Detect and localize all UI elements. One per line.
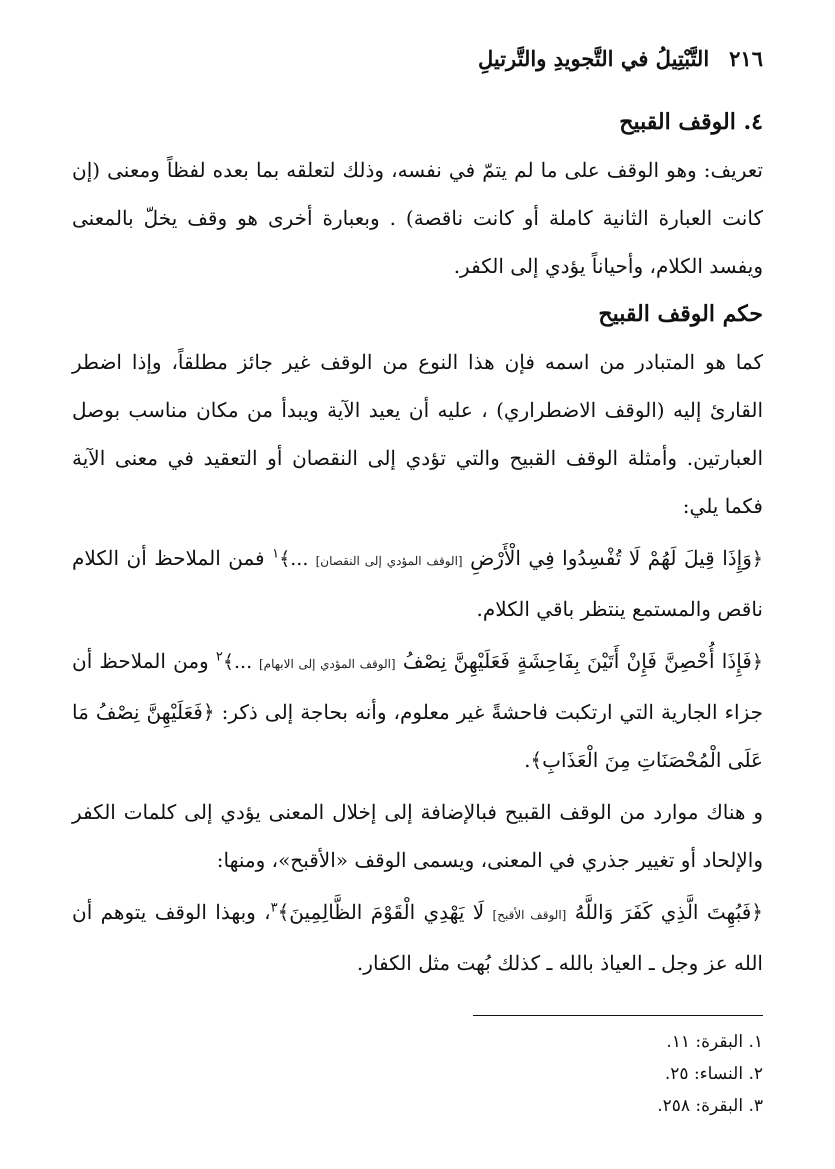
running-title: التَّبْتِيلُ في التَّجويدِ والتَّرتيلِ bbox=[477, 45, 710, 71]
ruling-heading: حكم الوقف القبيح bbox=[598, 301, 763, 327]
example-commentary: ، وبهذا الوقف يتوهم أن الله عز وجل ـ العياذ بالله ـ كذلك بُهت مثل الكفار. bbox=[72, 900, 763, 975]
section-heading: ٤. الوقف القبيح bbox=[619, 109, 763, 135]
footnote-divider bbox=[473, 1015, 763, 1016]
verse-close-bracket: ...﴾ bbox=[222, 651, 259, 673]
completion-verse: ﴿فَعَلَيْهِنَّ نِصْفُ مَا عَلَى الْمُحْصَنَاتِ مِنَ الْعَذَابِ﴾. bbox=[72, 700, 763, 772]
footnote-3: ٣. البقرة: ٢٥٨. bbox=[657, 1096, 763, 1116]
definition-paragraph: تعريف: وهو الوقف على ما لم يتمّ في نفسه، وذلك لتعلقه بما بعده لفظاً ومعنى (إن كانت العبارة الثانية كاملة أو كانت ناقصة) . وبعبارة أخرى هو وقف يخلّ بالمعنى ويفسد الكلام، وأحياناً يؤدي إلى الكفر. bbox=[72, 158, 763, 278]
page-number: ٢١٦ bbox=[729, 45, 763, 71]
worst-stop-paragraph: و هناك موارد من الوقف القبيح فبالإضافة إلى إخلال المعنى يؤدي إلى كلمات الكفر والإلحاد أو تغيير جذري في المعنى، ويسمى الوقف «الأقبح»، ومنها: bbox=[72, 800, 763, 872]
example-commentary: ومن الملاحظ أن جزاء الجارية التي ارتكبت فاحشةً غير معلوم، وأنه بحاجة إلى ذكر: bbox=[72, 649, 763, 724]
footnote-ref: ٣ bbox=[270, 900, 278, 916]
footnote-2: ٢. النساء: ٢٥. bbox=[664, 1064, 763, 1084]
footnote-1: ١. البقرة: ١١. bbox=[666, 1032, 763, 1052]
verse-open-bracket: ﴿ bbox=[751, 651, 763, 673]
page-header bbox=[72, 38, 763, 78]
footnote-ref: ١ bbox=[272, 546, 280, 562]
verse-text-part-1: ﴿فَبُهِتَ الَّذِي كَفَرَ وَاللَّهُ bbox=[574, 900, 764, 924]
footnote-ref: ٢ bbox=[215, 649, 223, 665]
example-2 bbox=[72, 637, 763, 784]
stop-annotation: [الوقف المؤدي إلى النقصان] bbox=[315, 554, 463, 568]
verse-text-part-2: لَا يَهْدِي الْقَوْمَ الظَّالِمِينَ﴾ bbox=[277, 900, 493, 924]
ruling-paragraph: كما هو المتبادر من اسمه فإن هذا النوع من الوقف غير جائز مطلقاً، وإذا اضطر القارئ إليه (الوقف الاضطراري) ، عليه أن يعيد الآية ويبدأ من مكان مناسب بوصل العبارتين. وأمثلة الوقف القبيح والتي تؤدي إلى النقصان أو التعقيد في معنى الآية فكما يلي: bbox=[72, 350, 763, 518]
verse-open-bracket: ﴿ bbox=[751, 548, 764, 570]
verse-text: وَإِذَا قِيلَ لَهُمْ لَا تُفْسِدُوا فِي الْأَرْضِ bbox=[470, 546, 752, 570]
example-3 bbox=[72, 888, 763, 987]
stop-annotation: [الوقف المؤدي إلى الابهام] bbox=[259, 657, 396, 671]
footnotes bbox=[72, 1026, 763, 1122]
verse-close-bracket: ...﴾ bbox=[279, 548, 316, 570]
page-body bbox=[72, 98, 763, 987]
example-1 bbox=[72, 534, 763, 633]
stop-annotation: [الوقف الأقبح] bbox=[492, 908, 567, 922]
verse-text: فَإِذَا أُحْصِنَّ فَإِنْ أَتَيْنَ بِفَاحِشَةٍ فَعَلَيْهِنَّ نِصْفُ bbox=[402, 649, 752, 673]
example-commentary: فمن الملاحظ أن الكلام ناقص والمستمع ينتظر باقي الكلام. bbox=[72, 546, 763, 621]
